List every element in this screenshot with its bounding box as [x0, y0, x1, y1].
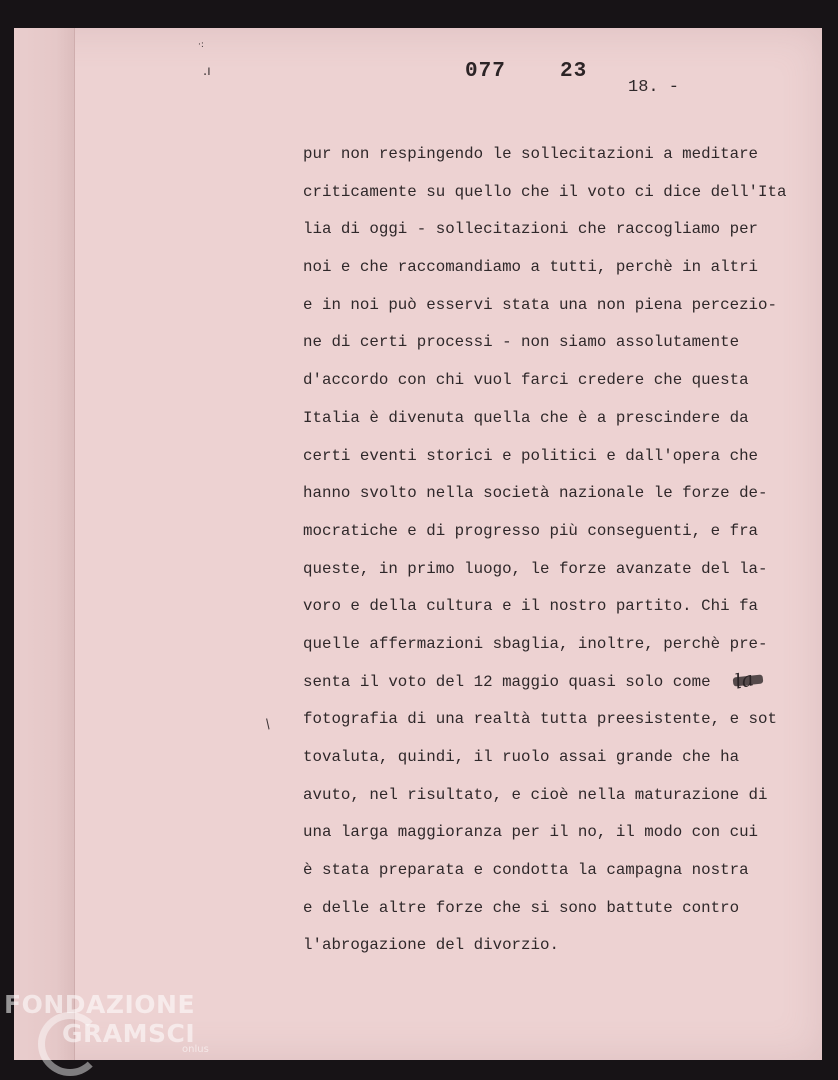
text-line: una larga maggioranza per il no, il modo con cui [303, 823, 759, 842]
text-line: e delle altre forze che si sono battute contro [303, 898, 740, 917]
text-line: fotografia di una realtà tutta preesistente, e sot [303, 710, 777, 729]
ink-speck: ·: [198, 40, 204, 50]
text-line: senta il voto del 12 maggio quasi solo come [303, 672, 711, 691]
ink-speck: .ı [203, 64, 211, 79]
watermark-line3: onlus [182, 1044, 209, 1055]
archive-stamp-sheet: 23 [560, 60, 588, 83]
text-line: voro e della cultura e il nostro partito. Chi fa [303, 597, 759, 616]
text-line: è stata preparata e condotta la campagna nostra [303, 861, 749, 880]
text-line: hanno svolto nella società nazionale le forze de- [303, 484, 768, 503]
page-binding-edge [14, 28, 75, 1060]
margin-mark: / [262, 716, 274, 733]
text-line: noi e che raccomandiamo a tutti, perchè in altri [303, 258, 759, 277]
text-line: mocratiche e di progresso più conseguenti, e fra [303, 521, 759, 540]
text-line: ne di certi processi - non siamo assolutamente [303, 333, 740, 352]
typed-body-text [303, 136, 823, 965]
text-line: quelle affermazioni sbaglia, inoltre, perchè pre- [303, 634, 768, 653]
text-line: Italia è divenuta quella che è a prescindere da [303, 408, 749, 427]
text-line: avuto, nel risultato, e cioè nella maturazione di [303, 785, 768, 804]
archive-stamp-number: 077 [465, 60, 506, 83]
text-line: pur non respingendo le sollecitazioni a meditare [303, 145, 759, 163]
page-number: 18. - [628, 78, 680, 97]
text-line: certi eventi storici e politici e dall'opera che [303, 446, 759, 465]
text-line: queste, in primo luogo, le forze avanzate del la- [303, 559, 768, 578]
text-line: l'abrogazione del divorzio. [303, 936, 559, 955]
text-line: criticamente su quello che il voto ci dice dell'Ita [303, 182, 787, 201]
fondazione-gramsci-watermark [4, 990, 209, 1055]
text-line: e in noi può esservi stata una non piena percezio- [303, 295, 777, 314]
watermark-logo-g [38, 1012, 102, 1076]
text-line: d'accordo con chi vuol farci credere che questa [303, 371, 749, 390]
watermark-line1: FONDAZIONE [4, 990, 196, 1019]
watermark-line2: GRAMSCI [62, 1019, 196, 1048]
text-line: tovaluta, quindi, il ruolo assai grande che ha [303, 748, 740, 766]
text-line: lia di oggi - sollecitazioni che raccogliamo per [303, 220, 759, 239]
handwritten-correction: la [732, 666, 756, 694]
